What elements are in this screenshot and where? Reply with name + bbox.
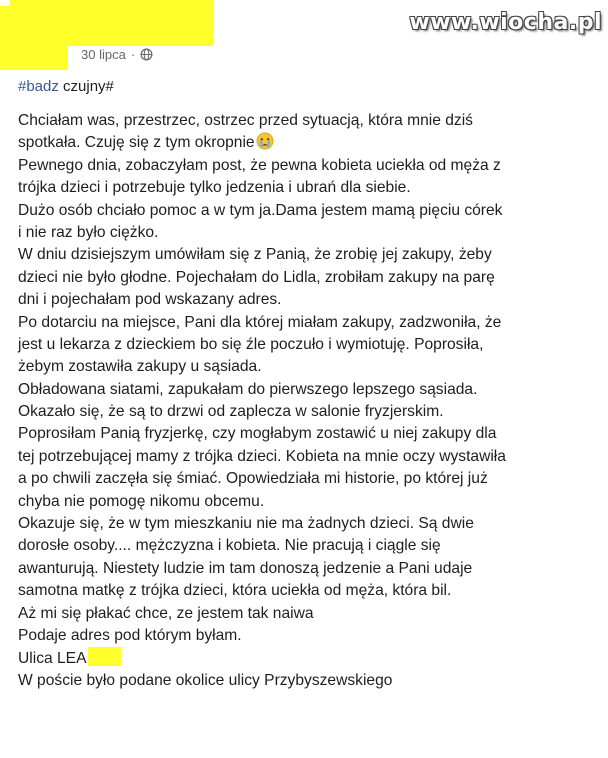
post-line: trójka dzieci i potrzebuje tylko jedzenia i ubrań dla siebie. xyxy=(18,179,411,197)
post-line: Podaje adres pod którym byłam. xyxy=(18,626,242,644)
post-meta xyxy=(81,45,153,63)
post-line: awanturują. Niestety ludzie im tam donoszą jedzenie a Pani udaje xyxy=(18,559,473,577)
post-line: W poście było podane okolice ulicy Przybyszewskiego xyxy=(18,671,393,689)
post-line: i nie raz było ciężko. xyxy=(18,223,159,241)
post-line: W dniu dzisiejszym umówiłam się z Panią, że zrobię jej zakupy, żeby xyxy=(18,246,492,264)
globe-icon xyxy=(140,48,153,61)
post-line: Obładowana siatami, zapukałam do pierwszego lepszego sąsiada. xyxy=(18,380,478,398)
post-line: Okazuje się, że w tym mieszkaniu nie ma żadnych dzieci. Są dwie xyxy=(18,515,474,533)
author-name-redaction xyxy=(10,0,213,46)
street-redaction xyxy=(88,647,121,666)
post-line: samotna matkę z trójka dzieci, która uciekła od męża, która bil. xyxy=(18,582,452,600)
post-line: Okazało się, że są to drzwi od zaplecza w salonie fryzjerskim. xyxy=(18,403,444,421)
post-text xyxy=(18,110,603,692)
post-line xyxy=(18,647,603,669)
meta-separator: · xyxy=(130,46,136,62)
post-line: Poprosiłam Panią fryzjerkę, czy mogłabym zostawić u niej zakupy dla xyxy=(18,425,497,443)
post-line: a po chwili zaczęła się śmiać. Opowiedziała mi historie, po której już xyxy=(18,470,488,488)
post-line: dorosłe osoby.... mężczyzna i kobieta. Nie pracują i ciągle się xyxy=(18,537,441,555)
post-line xyxy=(18,132,603,154)
hashtag-line xyxy=(18,77,114,97)
post-line: Pewnego dnia, zobaczyłam post, że pewna kobieta uciekła od męża z xyxy=(18,156,501,174)
post-line: Aż mi się płakać chce, ze jestem tak naiwa xyxy=(18,604,314,622)
post-line: chyba nie pomogę nikomu obcemu. xyxy=(18,492,265,510)
street-line-text: Ulica LEA xyxy=(18,650,87,668)
post-date[interactable]: 30 lipca xyxy=(81,46,126,62)
post-line: tej potrzebującej mamy z trójka dzieci. Kobieta na mnie oczy wystawiła xyxy=(18,447,506,465)
post-header xyxy=(0,0,608,70)
post-line: dni i pojechałam pod wskazany adres. xyxy=(18,291,282,309)
post-line: żebym zostawiła zakupy u sąsiada. xyxy=(18,358,262,376)
crying-face-icon xyxy=(256,132,274,150)
post-line: Dużo osób chciało pomoc a w tym ja.Dama jestem mamą pięciu córek xyxy=(18,201,503,219)
site-watermark: www.wiocha.pl xyxy=(409,10,602,35)
post-line: jest u lekarza z dzieckiem bo się źle poczuło i wymiotuję. Poprosiła, xyxy=(18,335,484,353)
hashtag-link[interactable]: #badz xyxy=(18,78,59,95)
post-line-text: spotkała. Czuję się z tym okropnie xyxy=(18,134,255,152)
post-line: Chciałam was, przestrzec, ostrzec przed sytuacją, która mnie dziś xyxy=(18,112,473,129)
hashtag-rest: czujny# xyxy=(58,78,114,95)
post-line: dzieci nie było głodne. Pojechałam do Lidla, zrobiłam zakupy na parę xyxy=(18,268,495,286)
post-line: Po dotarciu na miejsce, Pani dla której miałam zakupy, zadzwoniła, że xyxy=(18,313,502,331)
